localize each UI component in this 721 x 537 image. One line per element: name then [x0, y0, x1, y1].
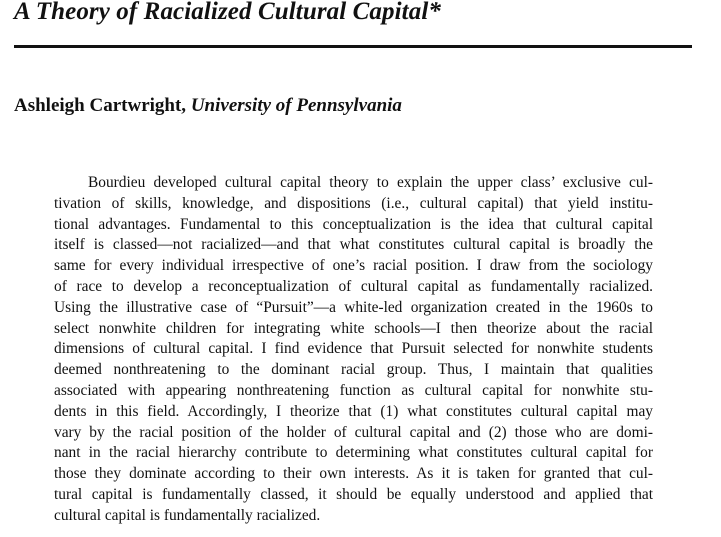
title-divider — [14, 45, 692, 48]
abstract-line: cultural capital is fundamentally racialized. — [54, 506, 321, 524]
abstract-line: tional advantages. Fundamental to this conceptualization is the idea that cultural capital — [54, 215, 653, 233]
abstract-line: tivation of skills, knowledge, and dispositions (i.e., cultural capital) that yield institu- — [54, 194, 653, 212]
abstract-line: Using the illustrative case of “Pursuit”—a white-led organization created in the 1960s to — [54, 298, 653, 316]
abstract-line: associated with appearing nonthreatening function as cultural capital for nonwhite stu- — [54, 381, 653, 399]
abstract-line: tural capital is fundamentally classed, it should be equally understood and applied that — [54, 485, 653, 503]
abstract-line: dents in this field. Accordingly, I theorize that (1) what constitutes cultural capital may — [54, 402, 653, 420]
abstract-line: same for every individual irrespective of one’s racial position. I draw from the sociology — [54, 257, 653, 275]
paper-title: A Theory of Racialized Cultural Capital* — [14, 0, 441, 25]
abstract — [54, 173, 653, 527]
abstract-line: itself is classed—not racialized—and that what constitutes cultural capital is broadly the — [54, 236, 653, 254]
abstract-line: of race to develop a reconceptualization of cultural capital as fundamentally racialized. — [54, 277, 653, 295]
author-line — [14, 95, 402, 117]
abstract-line: those they dominate according to their own interests. As it is taken for granted that cul- — [54, 465, 653, 483]
author-name: Ashleigh Cartwright, — [14, 95, 187, 116]
abstract-line: vary by the racial position of the holder of cultural capital and (2) those who are domi- — [54, 423, 653, 441]
abstract-line: nant in the racial hierarchy contribute to determining what constitutes cultural capital for — [54, 444, 653, 462]
author-affiliation: University of Pennsylvania — [190, 95, 402, 116]
abstract-line: Bourdieu developed cultural capital theory to explain the upper class’ exclusive cul- — [88, 174, 653, 191]
abstract-line: dimensions of cultural capital. I find evidence that Pursuit selected for nonwhite students — [54, 340, 653, 358]
abstract-line: select nonwhite children for integrating white schools—I then theorize about the racial — [54, 319, 653, 337]
abstract-line: deemed nonthreatening to the dominant racial group. Thus, I maintain that qualities — [54, 361, 653, 379]
